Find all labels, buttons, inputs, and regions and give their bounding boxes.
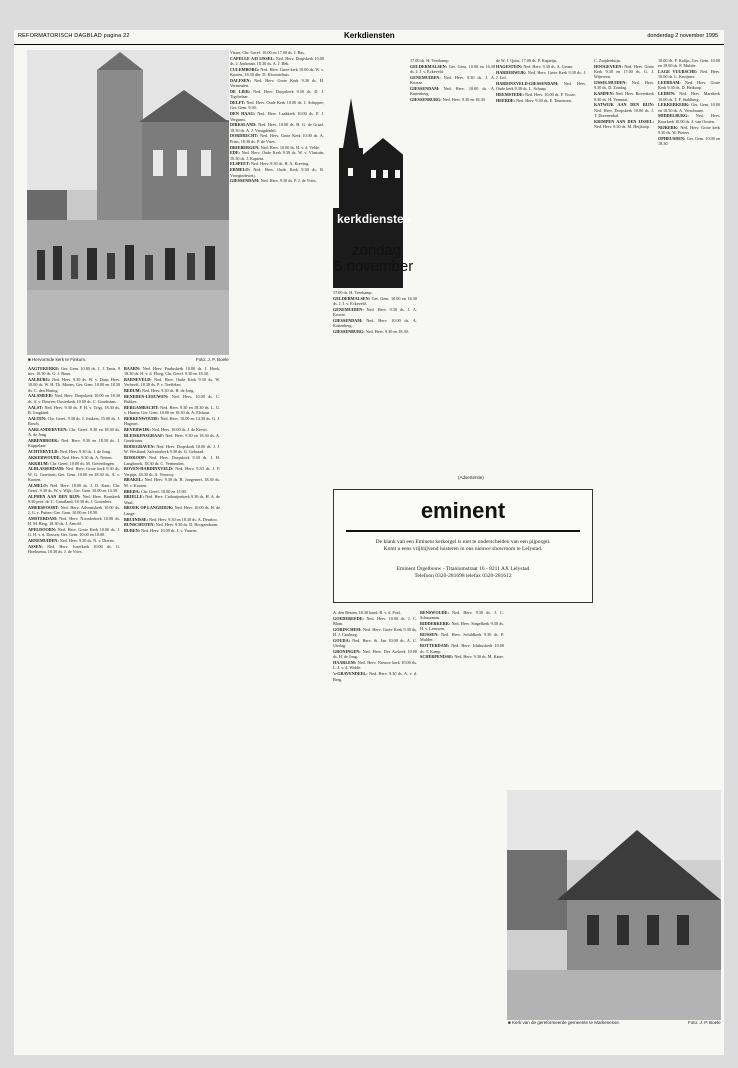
listing-entry: BUREN: Ned. Herv. 10.00 ds. J. v. Vuuren. xyxy=(124,528,198,534)
photo-left-credit: Foto: J. P. Boele xyxy=(196,357,229,362)
listing-entry: A. den Besten, 18.30 kand. B. v. d. Poel. xyxy=(333,610,401,615)
listing-entry: OPHEUSDEN: Ger. Gem. 10.00 en 18.30. xyxy=(658,135,720,146)
header-left: REFORMATORISCH DAGBLAD pagina 22 xyxy=(18,33,130,39)
ad-address-1: Eminent Orgelbouw - Titaniumstraat 16 - 8211 AX Lelystad xyxy=(396,566,530,572)
church-photo-finkum xyxy=(27,50,229,355)
listing-entry: BERGAMBACHT: Ned. Herv. 9.30 en 18.30 ds. L. G. v. Hunen; Ger. Gem. 10.00 en 18.30 ds. A. Elshout. xyxy=(124,405,220,416)
listing-entry: AALST: Ned. Herv. 9.30 ds. P. H. v. Trigt, 18.30 ds. B. Jongkind. xyxy=(28,404,120,415)
listing-entry: EDE: Ned. Herv. Oude Kerk 9.30 ds. W. v. Vlastuin, 18.30 ds. J. Kaptein. xyxy=(230,150,324,161)
column-3 xyxy=(230,50,324,1010)
listing-entry: ALBLASSERDAM: Ned. Herv. Grote kerk 9.30 ds. W. G. Gerritsen; Ger. Gem. 10.00 en 18.30 ds. A. v. Kooten. xyxy=(28,466,120,482)
listing-entry: BROEK OP LANGEDIJK: Ned. Herv. 10.00 ds. H. de Lange. xyxy=(124,505,220,516)
column-6 xyxy=(420,610,504,1020)
listing-entry: ACHTERVELD: Ned. Herv. 9.30 ds. J. de Jong. xyxy=(28,448,111,454)
listing-entry: GELDERMALSEN: Ger. Gem. 10.00 en 16.30 ds. J. J. v. Eckeveld. xyxy=(333,295,417,307)
listing-entry: AAGTEKERKE: Ger. Gem. 10.00 ds. J. J. Tanis, 9 nov. 18.30 ds. G. J. Baan. xyxy=(28,366,120,377)
listing-entry: HOOGEVEEN: Ned. Herv. Grote Kerk 9.30 en 17.00 ds. G. J. Wijnveen. xyxy=(594,63,654,80)
listing-entry: IJSSELMUIDEN: Ned. Herv. 9.30 ds. D. Zondag. xyxy=(594,80,654,91)
eminent-advertisement[interactable] xyxy=(333,489,593,603)
ad-label: (Advertentie) xyxy=(458,475,484,480)
listing-entry: APELDOORN: Ned. Herv. Grote Kerk 10.00 ds. J. G. H. v. d. Dussen; Ger. Gem. 10.00 en 18.00. xyxy=(28,527,120,538)
listing-entry: BOSKOOP: Ned. Herv. Dorpskerk 9.30 ds. J. H. Langbroek, 18.30 ds. C. Vermeulen. xyxy=(124,455,220,466)
column-2 xyxy=(124,366,220,1026)
listing-entry: LEERDAM: Ned. Herv. Grote Kerk 9.30 ds. D. Heikoop. xyxy=(658,80,720,91)
listing-entry: RIDDERKERK: Ned. Herv. Singelkerk 9.30 ds. H. v. Leeuwen. xyxy=(420,621,504,632)
listing-entry: HAARLEM: Ned. Herv. Nieuwe kerk 10.00 ds. L. J. v. d. Wolde. xyxy=(333,660,417,671)
ad-tagline xyxy=(334,539,592,553)
photo-right-credit: Foto: J. P. Boele xyxy=(688,1020,721,1025)
listing-entry: AALSMEER: Ned. Herv. Dorpskerk 10.00 en 18.30 ds. S. v. Dooren; Oosterkerk 10.00 ds. C. Goudriaan. xyxy=(28,393,120,404)
listing-entry: GOUDA: Ned. Herv. St. Jan 10.00 ds. A. C. Uitslag. xyxy=(333,637,417,649)
listing-entry: CAPELLE A/D IJSSEL: Ned. Herv. Dorpskerk 10.00 ds. J. Jonkman, 18.30 ds. A. J. Bek. xyxy=(230,55,324,67)
listing-entry: BERKENWOUDE: Ned. Herv. 10.00 en 14.30 ds. G. J. Hagoort. xyxy=(124,416,220,427)
column-8 xyxy=(594,58,654,778)
logo-day: zondag xyxy=(352,242,402,259)
header-date: donderdag 2 november 1995 xyxy=(647,33,718,39)
listing-entry: NIJKERK: Ned. Herv. Grote kerk 9.30 ds. W. Pieters. xyxy=(658,124,720,135)
listing-entry: ALMELO: Ned. Herv. 10.00 ds. J. D. Kant; Chr. Geref. 9.30 ds. W. v. Wijk; Ger. Gem. 10.00 en 14.30. xyxy=(28,482,120,494)
listing-entry: GIESSENBURG: Ned. Herv. 9.30 en 18.30. xyxy=(333,329,409,335)
listing-entry: BEVERWIJK: Ned. Herv. 10.00 ds. J. de Kievit. xyxy=(124,427,208,433)
listing-entry: de W. J. Quist, 17.00 ds. P. Kapteijn. xyxy=(496,58,558,63)
listing-entry: ABBENBROEK: Ned. Herv. 9.30 en 18.30 ds. J. Koppelaar. xyxy=(28,437,120,449)
listing-entry: SCHERPENISSE: Ned. Herv. 9.30 ds. M. Kater. xyxy=(420,654,504,660)
listing-entry: BARNEVELD: Ned. Herv. Oude Kerk 9.30 ds. W. Verhoeff, 18.30 ds. P. v. Teeffelen. xyxy=(124,377,220,388)
ad-brand-name: eminent xyxy=(420,498,506,523)
column-4b xyxy=(333,290,417,470)
church-photo-image-2 xyxy=(507,790,721,1020)
ad-address xyxy=(334,566,592,580)
header-title: Kerkdiensten xyxy=(344,31,395,40)
listing-entry: ROTTERDAM: Ned. Herv. Ichthuskerk 10.00 ds. T. Kamp. xyxy=(420,643,504,654)
listing-entry: AMERSFOORT: Ned. Herv. Adventskerk 10.00 ds. J. G. v. Putten; Ger. Gem. 10.00 en 18.30. xyxy=(28,504,120,516)
listing-entry: LEKKERKERK: Ger. Gem. 10.00 en 18.30 ds. A. Verschuure. xyxy=(658,102,720,113)
church-photo-image xyxy=(27,50,229,355)
listing-entry: BEDUM: Ned. Herv. 9.30 ds. H. de Jong. xyxy=(124,388,195,394)
listing-entry: HAGESTEIN: Ned. Herv. 9.30 ds. A. Geuze. xyxy=(496,63,574,69)
listing-entry: GORINCHEM: Ned. Herv. Grote Kerk 9.30 ds. H. J. Catsburg. xyxy=(333,626,417,638)
listing-entry: BRUINISSE: Ned. Herv. 9.30 en 18.30 ds. A. Deurloo. xyxy=(124,516,218,522)
listing-entry: C. Zuijderduijn. xyxy=(594,58,621,63)
listing-entry: BENEDEN-LEEUWEN: Ned. Herv. 10.00 ds. C. Bakker. xyxy=(124,393,220,405)
listing-entry: KATWIJK AAN DEN RIJN: Ned. Herv. Dorpskerk 10.00 ds. J. T. Doornenbal. xyxy=(594,102,654,118)
church-photo-marknesse xyxy=(507,790,721,1020)
listing-entry: AALTEN: Chr. Geref. 9.30 ds. J. Jonkers, 15.00 ds. J. Bosch. xyxy=(28,415,120,426)
logo-date: 5 november xyxy=(334,258,414,275)
listing-entry: DRIEBERGEN: Ned. Herv. 10.00 ds. H. v. d. Velde. xyxy=(230,144,320,150)
listing-entry: AARLANDERVEEN: Chr. Geref. 9.30 en 18.30 ds. A. de Jong. xyxy=(28,426,120,438)
listing-entry: BRAKEL: Ned. Herv. 9.30 ds. R. Jongeneel, 18.30 ds. M. v. Kooten. xyxy=(124,477,220,488)
listing-entry: ASSEN: Ned. Herv. Jozefkerk 10.00 ds. G. Hoeksema, 18.30 ds. J. de Vries. xyxy=(28,544,120,555)
listing-entry: ERMELO: Ned. Herv. Oude Kerk 9.30 ds. R. Vroegindeweij. xyxy=(230,167,324,178)
listing-entry: ALPHEN AAN DEN RIJN: Ned. Herv. Bonskerk 9.30 prof. dr. C. Graafland, 18.30 ds. J. Groenleer. xyxy=(28,493,120,505)
listing-entry: GIESSENBURG: Ned. Herv. 9.30 en 18.30. xyxy=(410,97,486,103)
listing-entry: GENEMUIDEN: Ned. Herv. 9.30 ds. J. A. Kroeze. xyxy=(410,74,495,86)
listing-entry: KRIMPEN AAN DEN IJSSEL: Ned. Herv. 9.30 ds. M. Heijkoop. xyxy=(594,118,654,130)
listing-entry: ARNEMUIDEN: Ned. Herv. 9.30 ds. N. v. Dieren. xyxy=(28,538,115,544)
listing-entry: GOEDEREEDE: Ned. Herv. 10.00 ds. J. C. Blom. xyxy=(333,615,417,627)
listing-entry: ELSPEET: Ned. Herv. 9.30 ds. H. A. Korving. xyxy=(230,161,310,167)
listing-entry: AMSTERDAM: Ned. Herv. Noorderkerk 10.00 ds. H. M. Berg, 18.30 ds. J. Arnold. xyxy=(28,516,120,527)
kerkdiensten-title: kerkdiensten xyxy=(337,212,412,226)
ad-divider xyxy=(346,530,580,532)
listing-entry: GRONINGEN: Ned. Herv. Der Aa-kerk 10.00 ds. H. de Jong. xyxy=(333,649,417,660)
listing-entry: GIESSENDAM: Ned. Herv. 9.30 ds. P. J. de Vries. xyxy=(230,178,317,184)
listing-entry: RIJSSEN: Ned. Herv. Schildkerk 9.30 ds. P. Mulder. xyxy=(420,632,504,643)
listing-entry: BODEGRAVEN: Ned. Herv. Dorpskerk 10.00 ds. J. J. W. Westland; Salvatorkerk 9.30 ds. G. Gebraad. xyxy=(124,444,220,455)
church-silhouette-icon xyxy=(333,58,403,208)
listing-entry: RENSWOUDE: Ned. Herv. 9.30 ds. J. C. Schuurman. xyxy=(420,610,504,621)
listing-entry: GELDERMALSEN: Ger. Gem. 10.00 en 16.30 ds. J. J. v. Eckeveld. xyxy=(410,63,495,75)
listing-entry: DE LIER: Ned. Herv. Dorpskerk 9.30 ds. D. J. Tigchelaar. xyxy=(230,89,324,100)
listing-entry: HEEMSTEDE: Ned. Herv. 10.00 ds. P. Visser. xyxy=(496,91,576,97)
listing-entry: CULEMBORG: Ned. Herv. Grote kerk 10.00 ds. W. v. Kooten, 18.30 dhr. D. Kloosterhuis. xyxy=(230,66,324,78)
listing-entry: Visser, Chr. Geref. 10.00 en 17.00 ds. J. Bas. xyxy=(230,50,305,55)
listing-entry: HARDINXVELD-GIESSENDAM: Ned. Herv. Oude kerk 9.30 ds. L. Schaap. xyxy=(496,80,586,91)
listing-entry: DELFT: Ned. Herv. Oude Kerk 10.00 ds. J. Schipper; Ger. Gem. 9.30. xyxy=(230,100,324,111)
listing-entry: AKKRUM: Chr. Geref. 10.00 ds. M. Goverdingen. xyxy=(28,460,115,466)
listing-entry: BRIELLE: Ned. Herv. Catharijnekerk 9.30 ds. H. A. de Waal. xyxy=(124,494,220,505)
page-header xyxy=(14,30,724,45)
listing-entry: HEERDE: Ned. Herv. 9.30 ds. E. Teunissen. xyxy=(496,97,572,103)
listing-entry: GIESSENDAM: Ned. Herv. 10.00 ds. A. Kattenberg. xyxy=(333,317,417,329)
listing-entry: 17.00 ds. H. Vreekamp. xyxy=(333,290,373,295)
listing-entry: DEN HAAG: Ned. Herv. Laakkerk 10.00 ds. P. J. Vergunst. xyxy=(230,111,324,122)
listing-entry: 17.00 ds. H. Vreekamp. xyxy=(410,58,450,63)
column-7 xyxy=(496,58,586,478)
listing-entry: BUNSCHOTEN: Ned. Herv. 9.30 ds. D. Hoogendoorn. xyxy=(124,522,219,528)
ad-tagline-2: Komt u eens vrijblijvend luisteren in ons nieuwe showroom te Lelystad. xyxy=(383,546,543,552)
listing-entry: BREDA: Chr. Geref. 10.00 en 15.00. xyxy=(124,488,187,494)
listing-entry: HARDERWIJK: Ned. Herv. Grote Kerk 9.30 ds. J. J. Lof. xyxy=(496,69,586,80)
column-1 xyxy=(28,366,120,1026)
listing-entry: 10.00 ds. P. Kolijn, Ger. Gem. 10.00 en 18.00 ds. F. Mulder. xyxy=(658,58,720,69)
listing-entry: DORDRECHT: Ned. Herv. Grote Kerk 10.00 ds. A. Prins, 18.30 ds. P. de Vries. xyxy=(230,133,324,144)
listing-entry: LAGE VUURSCHE: Ned. Herv. 10.00 ds. L. Kruijmer. xyxy=(658,69,720,80)
photo-right-caption: ■ Kerk van de gereformeerde gemeente te Markenesse. xyxy=(508,1020,621,1025)
column-4 xyxy=(410,58,495,308)
listing-entry: AALBURG: Ned. Herv. 9.30 ds. W. v. Dam; Herv. 10.00 ds. W. H. Th. Moens; Ger. Gem. 10.00 en 18.30 ds. C. den Hartog. xyxy=(28,377,120,393)
listing-entry: DALFSEN: Ned. Herv. Grote Kerk 9.30 ds. H. Vermeulen. xyxy=(230,77,324,89)
listing-entry: GIESSENDAM: Ned. Herv. 10.00 ds. A. Kattenberg. xyxy=(410,85,495,97)
listing-entry: GENEMUIDEN: Ned. Herv. 9.30 ds. J. A. Kroeze. xyxy=(333,306,417,318)
column-9 xyxy=(658,58,720,778)
listing-entry: KAMPEN: Ned. Herv. Bovenkerk 9.30 ds. H. Vermaat. xyxy=(594,91,654,102)
ad-address-2: Telefoon 0320-281698 telefax 0320-281612 xyxy=(414,573,512,579)
listing-entry: MIDDELBURG: Ned. Herv. Koorkerk 10.00 ds. J. van Oosten. xyxy=(658,113,720,124)
listing-entry: LEIDEN: Ned. Herv. Marekerk 10.00 ds. T. F. Stahlberg. xyxy=(658,91,720,102)
listing-entry: BAARN: Ned. Herv. Pauluskerk 10.00 ds. J. Hoek, 18.30 ds. H. v. d. Ploeg; Chr. Geref. 9.30 en 18.30. xyxy=(124,366,220,377)
ad-tagline-1: De klank van een Eminent kerkorgel is niet te onderscheiden van een pijporgel. xyxy=(375,539,551,545)
listing-entry: BLEISKENSGRAAF: Ned. Herv. 9.30 en 18.30 ds. A. Goudriaan. xyxy=(124,433,220,444)
listing-entry: AKKERWOUDE: Ned. Herv. 9.30 ds. A. Netten. xyxy=(28,454,113,460)
listing-entry: DIRKSLAND: Ned. Herv. 10.00 ds. H. G. de Graaf, 18.30 ds. A. J. Vreugdenhil. xyxy=(230,122,324,133)
photo-left-caption: ■ Hervormde kerk te Finkum. xyxy=(28,357,87,362)
column-5 xyxy=(333,610,417,1020)
listing-entry: 's-GRAVENDEEL: Ned. Herv. 9.30 ds. A. v. d. Berg. xyxy=(333,671,417,682)
listing-entry: BOVEN-HARDINXVELD: Ned. Herv. 9.30 ds. J. P. Verpijn, 18.30 ds. A. Vernooy. xyxy=(124,466,220,477)
